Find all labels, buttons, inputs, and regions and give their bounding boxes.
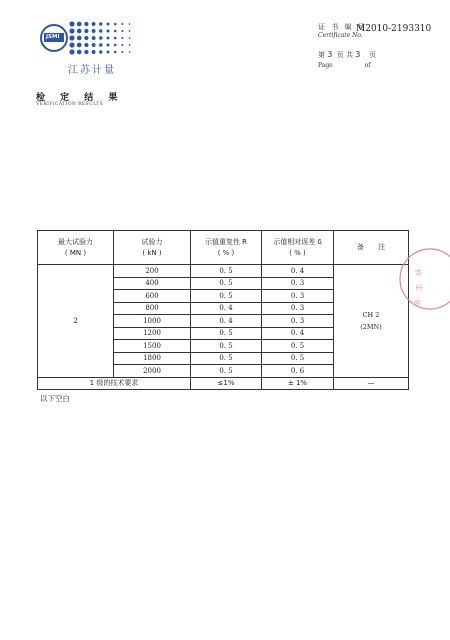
error-cell: 0. 3: [262, 277, 334, 290]
remark-line1: CH 2: [362, 310, 380, 319]
section-subtitle: VERIFICATION RESULTS: [36, 102, 104, 107]
force-cell: 1000: [114, 315, 191, 328]
logo-badge: JSMI: [46, 34, 60, 40]
force-cell: 1200: [114, 327, 191, 340]
jsmi-logo: [36, 18, 146, 76]
error-cell: 0. 5: [262, 352, 334, 365]
error-cell: 0. 5: [262, 340, 334, 353]
page-suffix: 页: [369, 51, 377, 59]
remark-line2: (2MN): [360, 322, 382, 331]
table-row: [38, 265, 409, 278]
certificate-block: [318, 22, 432, 39]
header-remarks: 备 注: [334, 231, 409, 265]
red-seal-stamp: [395, 244, 450, 314]
force-cell: 200: [114, 265, 191, 278]
repeatability-cell: 0. 4: [191, 302, 262, 315]
force-cell: 2000: [114, 365, 191, 378]
page-label-en: Page: [318, 62, 333, 69]
svg-text:章: 章: [411, 297, 422, 307]
repeatability-cell: 0. 4: [191, 315, 262, 328]
svg-text:定: 定: [415, 284, 423, 291]
certificate-label: 证 书 编 号: [318, 23, 367, 31]
blank-below-note: 以下空白: [40, 394, 70, 403]
table-header-row: [38, 231, 409, 265]
force-cell: 800: [114, 302, 191, 315]
repeatability-cell: 0. 5: [191, 265, 262, 278]
repeatability-cell: 0. 5: [191, 290, 262, 303]
repeatability-cell: 0. 5: [191, 365, 262, 378]
force-cell: 1500: [114, 340, 191, 353]
footer-error: ± 1%: [262, 377, 334, 390]
page-total: 3: [355, 50, 361, 59]
max-force-cell: 2: [38, 265, 114, 378]
footer-repeatability: ≤1%: [191, 377, 262, 390]
error-cell: 0. 4: [262, 265, 334, 278]
certificate-label-en: Certificate No.: [318, 32, 363, 39]
error-cell: 0. 3: [262, 302, 334, 315]
force-cell: 1800: [114, 352, 191, 365]
page-of-en: of: [364, 62, 371, 69]
section-title: 检 定 结 果: [36, 93, 124, 103]
force-cell: 400: [114, 277, 191, 290]
page-info: [318, 50, 428, 69]
page-prefix: 第: [318, 51, 325, 59]
logo-graphic: [36, 18, 146, 62]
header-relative-error: 示值相对误差 δ ( % ): [262, 231, 334, 265]
repeatability-cell: 0. 5: [191, 327, 262, 340]
force-cell: 600: [114, 290, 191, 303]
repeatability-cell: 0. 5: [191, 340, 262, 353]
footer-remark: —: [334, 377, 409, 390]
footer-label: 1 级的技术要求: [38, 377, 191, 390]
error-cell: 0. 6: [262, 365, 334, 378]
svg-text:检: 检: [413, 267, 424, 278]
header-max-force: 最大试验力 ( MN ): [38, 231, 114, 265]
error-cell: 0. 3: [262, 315, 334, 328]
certificate-number: M2010-2193310: [356, 24, 432, 34]
header-repeatability: 示值重复性 R ( % ): [191, 231, 262, 265]
repeatability-cell: 0. 5: [191, 277, 262, 290]
table-footer-row: [38, 377, 409, 390]
page-mid: 页 共: [336, 51, 354, 59]
header-force: 试验力 ( kN ): [114, 231, 191, 265]
results-table: [37, 230, 409, 390]
logo-name: 江苏计量: [68, 65, 116, 76]
error-cell: 0. 3: [262, 290, 334, 303]
repeatability-cell: 0. 5: [191, 352, 262, 365]
page-current: 3: [327, 50, 333, 59]
error-cell: 0. 4: [262, 327, 334, 340]
